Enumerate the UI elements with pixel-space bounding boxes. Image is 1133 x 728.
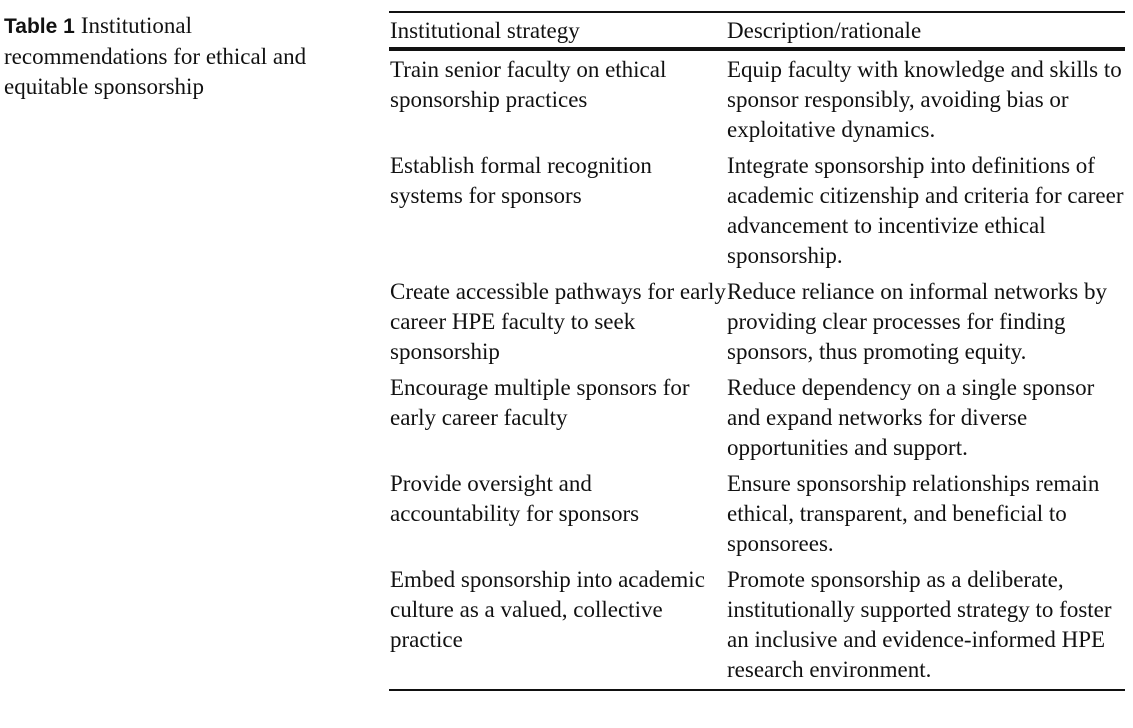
column-header-description: Description/rationale <box>727 18 922 43</box>
column-header-strategy: Institutional strategy <box>390 18 580 43</box>
strategy-cell: Provide oversight and accountability for sponsors <box>390 471 640 526</box>
description-cell: Ensure sponsorship relationships remain ethical, transparent, and beneficial to sponsorees. <box>727 471 1100 556</box>
table-header-row <box>389 13 1125 47</box>
description-cell: Reduce dependency on a single sponsor and expand networks for diverse opportunities and support. <box>727 375 1095 460</box>
table-caption <box>4 11 356 102</box>
table-bottom-rule <box>389 689 1125 691</box>
table-number-label: Table 1 <box>4 15 75 38</box>
description-cell: Equip faculty with knowledge and skills to sponsor responsibly, avoiding bias or exploitative dynamics. <box>727 57 1122 142</box>
strategy-cell: Embed sponsorship into academic culture as a valued, collective practice <box>390 567 705 652</box>
description-cell: Reduce reliance on informal networks by providing clear processes for finding sponsors, thus promoting equity. <box>727 279 1108 364</box>
table-row <box>389 559 1125 685</box>
table-row <box>389 367 1125 463</box>
table-caption-text: Institutional recommendations for ethical and equitable sponsorship <box>4 13 307 99</box>
description-cell: Promote sponsorship as a deliberate, institutionally supported strategy to foster an inclusive and evidence-informed HPE research environment. <box>727 567 1112 682</box>
table-row <box>389 271 1125 367</box>
table-row <box>389 145 1125 271</box>
table-row <box>389 51 1125 145</box>
strategy-cell: Create accessible pathways for early career HPE faculty to seek sponsorship <box>390 279 726 364</box>
strategy-cell: Establish formal recognition systems for sponsors <box>390 153 652 208</box>
recommendations-table <box>389 11 1125 691</box>
table-row <box>389 463 1125 559</box>
description-cell: Integrate sponsorship into definitions of academic citizenship and criteria for career advancement to incentivize ethical sponsorship. <box>727 153 1124 268</box>
strategy-cell: Encourage multiple sponsors for early career faculty <box>390 375 690 430</box>
strategy-cell: Train senior faculty on ethical sponsorship practices <box>390 57 667 112</box>
